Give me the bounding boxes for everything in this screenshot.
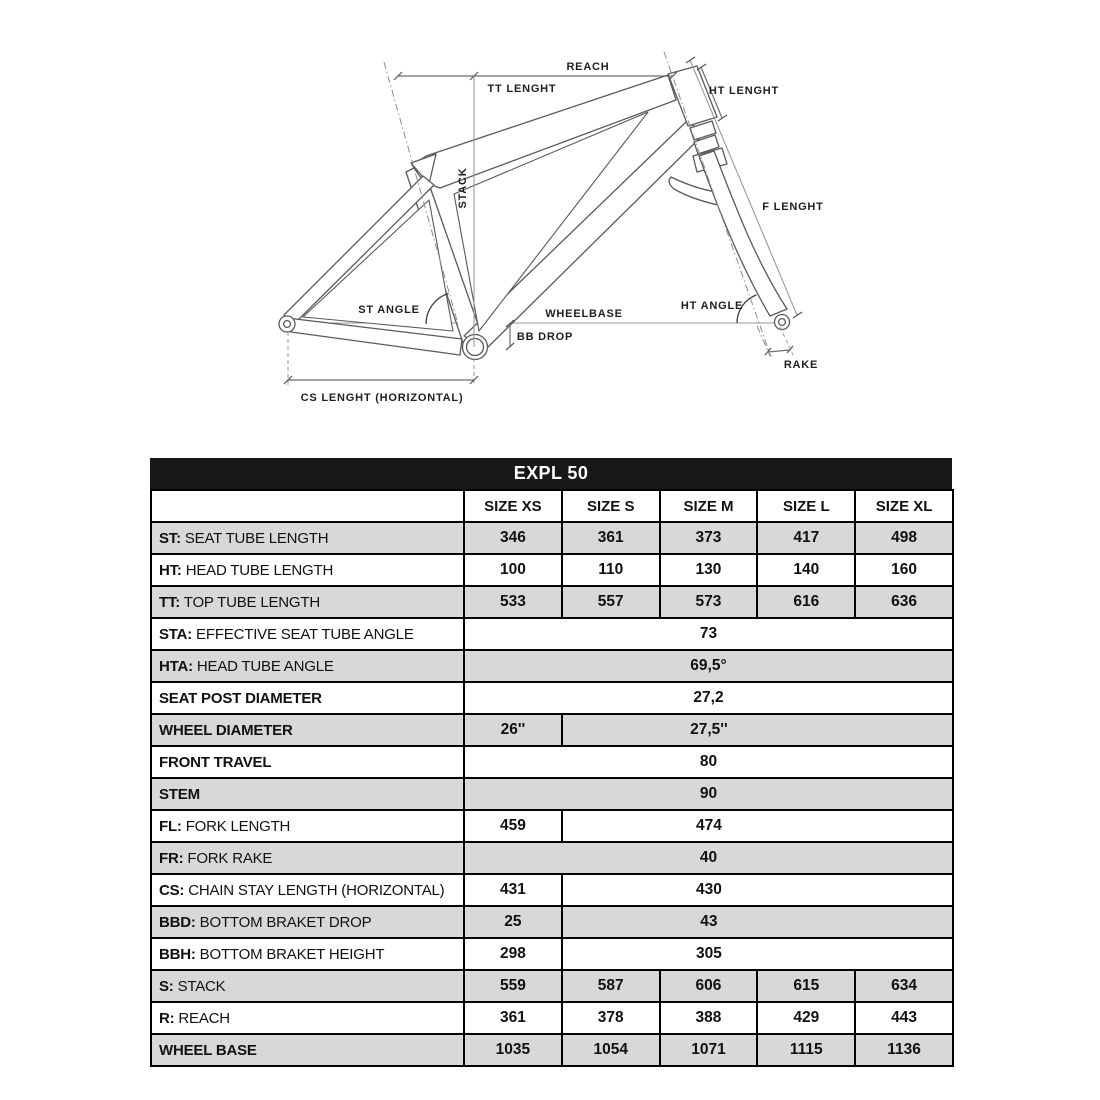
value-cell: 361 <box>464 1002 562 1034</box>
value-cell: 606 <box>660 970 758 1002</box>
stack-label: STACK <box>457 167 469 209</box>
table-row <box>151 682 953 714</box>
col-header-size-l: SIZE L <box>757 490 855 522</box>
value-cell: 498 <box>855 522 953 554</box>
value-cell: 634 <box>855 970 953 1002</box>
value-cell: 140 <box>757 554 855 586</box>
value-cell: 27,2 <box>464 682 953 714</box>
cs-length-label: CS LENGHT (HORIZONTAL) <box>300 392 464 404</box>
value-cell: 1054 <box>562 1034 660 1066</box>
value-cell: 616 <box>757 586 855 618</box>
value-cell: 533 <box>464 586 562 618</box>
value-cell: 130 <box>660 554 758 586</box>
row-label: BBH: BOTTOM BRAKET HEIGHT <box>151 938 464 970</box>
value-cell: 361 <box>562 522 660 554</box>
value-cell: 378 <box>562 1002 660 1034</box>
value-cell: 430 <box>562 874 953 906</box>
corner-cell <box>151 490 464 522</box>
row-label: BBD: BOTTOM BRAKET DROP <box>151 906 464 938</box>
ht-length-label: HT LENGHT <box>708 85 780 97</box>
value-cell: 559 <box>464 970 562 1002</box>
table-row <box>151 618 953 650</box>
col-header-size-m: SIZE M <box>660 490 758 522</box>
value-cell: 26'' <box>464 714 562 746</box>
bike-frame-drawing <box>0 0 1100 445</box>
row-label: FR: FORK RAKE <box>151 842 464 874</box>
table-row <box>151 778 953 810</box>
table-row <box>151 1002 953 1034</box>
row-label: HTA: HEAD TUBE ANGLE <box>151 650 464 682</box>
value-cell: 25 <box>464 906 562 938</box>
value-cell: 636 <box>855 586 953 618</box>
col-header-size-s: SIZE S <box>562 490 660 522</box>
col-header-size-xl: SIZE XL <box>855 490 953 522</box>
rake-label: RAKE <box>783 359 819 371</box>
value-cell: 431 <box>464 874 562 906</box>
value-cell: 443 <box>855 1002 953 1034</box>
value-cell: 459 <box>464 810 562 842</box>
row-label: WHEEL BASE <box>151 1034 464 1066</box>
f-length-label: F LENGHT <box>762 201 824 213</box>
tt-length-label: TT LENGHT <box>487 83 557 95</box>
value-cell: 110 <box>562 554 660 586</box>
value-cell: 474 <box>562 810 953 842</box>
row-label: S: STACK <box>151 970 464 1002</box>
row-label: FL: FORK LENGTH <box>151 810 464 842</box>
value-cell: 40 <box>464 842 953 874</box>
spec-table-body <box>151 522 953 1066</box>
value-cell: 69,5° <box>464 650 953 682</box>
value-cell: 1071 <box>660 1034 758 1066</box>
row-label: WHEEL DIAMETER <box>151 714 464 746</box>
value-cell: 615 <box>757 970 855 1002</box>
table-row <box>151 650 953 682</box>
table-row <box>151 906 953 938</box>
value-cell: 43 <box>562 906 953 938</box>
value-cell: 573 <box>660 586 758 618</box>
table-row <box>151 714 953 746</box>
bb-drop-label: BB DROP <box>516 331 574 343</box>
table-title: EXPL 50 <box>150 458 952 489</box>
value-cell: 346 <box>464 522 562 554</box>
table-row <box>151 874 953 906</box>
value-cell: 373 <box>660 522 758 554</box>
table-row <box>151 522 953 554</box>
value-cell: 1035 <box>464 1034 562 1066</box>
col-header-size-xs: SIZE XS <box>464 490 562 522</box>
size-header-row <box>151 490 953 522</box>
row-label: STA: EFFECTIVE SEAT TUBE ANGLE <box>151 618 464 650</box>
table-row <box>151 586 953 618</box>
row-label: FRONT TRAVEL <box>151 746 464 778</box>
value-cell: 429 <box>757 1002 855 1034</box>
row-label: TT: TOP TUBE LENGTH <box>151 586 464 618</box>
geometry-table <box>150 489 954 1067</box>
value-cell: 587 <box>562 970 660 1002</box>
table-row <box>151 970 953 1002</box>
ht-angle-label: HT ANGLE <box>680 300 744 312</box>
value-cell: 388 <box>660 1002 758 1034</box>
row-label: SEAT POST DIAMETER <box>151 682 464 714</box>
row-label: HT: HEAD TUBE LENGTH <box>151 554 464 586</box>
value-cell: 160 <box>855 554 953 586</box>
value-cell: 1115 <box>757 1034 855 1066</box>
table-row <box>151 746 953 778</box>
value-cell: 27,5'' <box>562 714 953 746</box>
table-row <box>151 810 953 842</box>
value-cell: 305 <box>562 938 953 970</box>
value-cell: 1136 <box>855 1034 953 1066</box>
table-row <box>151 938 953 970</box>
value-cell: 417 <box>757 522 855 554</box>
value-cell: 298 <box>464 938 562 970</box>
fork-blade <box>699 151 787 316</box>
bottom-bracket <box>463 335 488 360</box>
reach-label: REACH <box>566 61 610 73</box>
frame-front-triangle <box>406 66 717 349</box>
row-label: R: REACH <box>151 1002 464 1034</box>
row-label: STEM <box>151 778 464 810</box>
wheelbase-label: WHEELBASE <box>545 308 623 320</box>
table-row <box>151 1034 953 1066</box>
value-cell: 100 <box>464 554 562 586</box>
table-row <box>151 554 953 586</box>
value-cell: 73 <box>464 618 953 650</box>
st-angle-label: ST ANGLE <box>358 304 420 316</box>
table-row <box>151 842 953 874</box>
value-cell: 90 <box>464 778 953 810</box>
row-label: ST: SEAT TUBE LENGTH <box>151 522 464 554</box>
row-label: CS: CHAIN STAY LENGTH (HORIZONTAL) <box>151 874 464 906</box>
value-cell: 80 <box>464 746 953 778</box>
geometry-table-section <box>150 458 952 1067</box>
value-cell: 557 <box>562 586 660 618</box>
